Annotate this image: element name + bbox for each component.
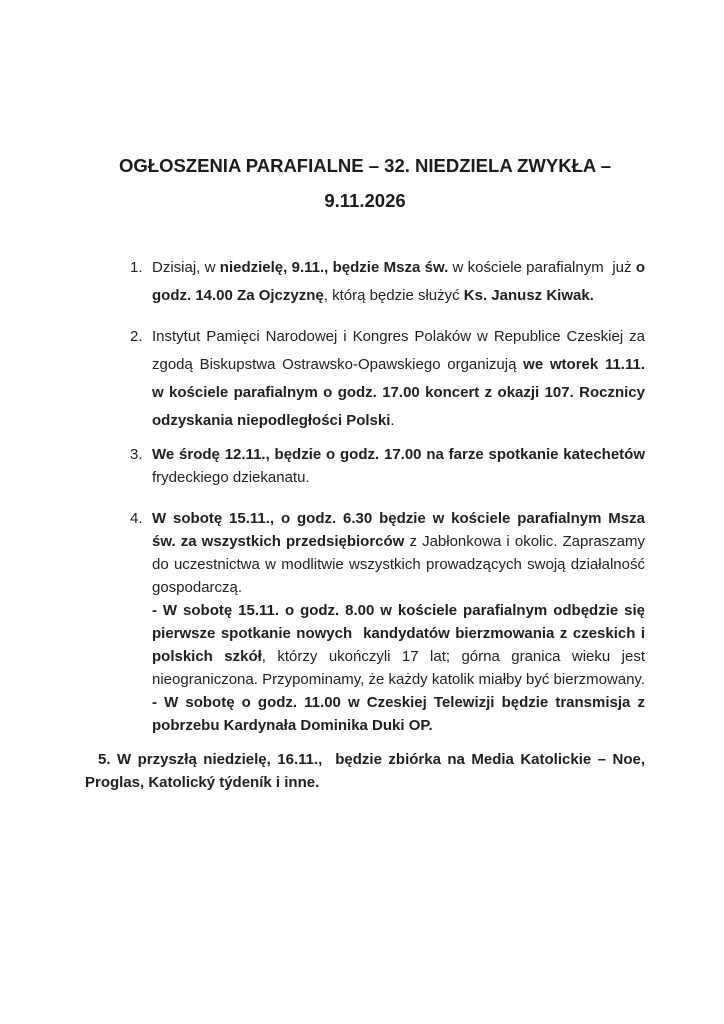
list-item-3	[85, 443, 645, 489]
announcement-list	[85, 254, 645, 794]
list-item-1	[85, 254, 645, 310]
list-item-4	[85, 507, 645, 737]
announcement-paragraph: - W sobotę 15.11. o godz. 8.00 w kościele parafialnym odbędzie się pierwsze spotkanie nowych kandydatów bierzmowania z czeskich i polskich szkół, którzy ukończyli 17 lat; górna granica wieku jest nieograniczona. Przypominamy, że każdy katolik miałby być bierzmowany.	[152, 602, 645, 688]
announcement-paragraph: - W sobotę o godz. 11.00 w Czeskiej Telewizji będzie transmisja z pobrzebu Kardynała Dominika Duki OP.	[152, 694, 645, 734]
page-title-line-1: OGŁOSZENIA PARAFIALNE – 32. NIEDZIELA ZWYKŁA –	[119, 155, 611, 176]
announcement-paragraph: We środę 12.11., będzie o godz. 17.00 na farze spotkanie katechetów frydeckiego dziekanatu.	[152, 446, 645, 486]
list-item-body	[152, 443, 645, 489]
announcement-paragraph: W sobotę 15.11., o godz. 6.30 będzie w kościele parafialnym Msza św. za wszystkich przedsiębiorców z Jabłonkowa i okolic. Zapraszamy do uczestnictwa w modlitwie wszystkich prowadzących swoją działalność gospodarczą.	[152, 510, 645, 596]
list-item-body	[152, 254, 645, 310]
page-title-line-2: 9.11.2026	[324, 190, 406, 211]
list-item-number: 2.	[130, 328, 143, 345]
list-item-number: 5.	[98, 751, 111, 768]
list-item-2	[85, 323, 645, 435]
list-item-number: 1.	[130, 259, 143, 276]
list-item-body	[152, 323, 645, 435]
page-title	[85, 148, 645, 218]
announcement-paragraph: Dzisiaj, w niedzielę, 9.11., będzie Msza św. w kościele parafialnym już o godz. 14.00 Za Ojczyznę, którą będzie służyć Ks. Janusz Kiwak.	[152, 259, 645, 304]
announcement-paragraph: Instytut Pamięci Narodowej i Kongres Polaków w Republice Czeskiej za zgodą Biskupstwa Ostrawsko-Opawskiego organizują we wtorek 11.11. w kościele parafialnym o godz. 17.00 koncert z okazji 107. Rocznicy odzyskania niepodległości Polski.	[152, 328, 645, 429]
announcement-paragraph: W przyszłą niedzielę, 16.11., będzie zbiórka na Media Katolickie – Noe, Proglas, Katolický týdeník i inne.	[85, 751, 645, 791]
list-item-body	[152, 507, 645, 737]
list-item-number: 4.	[130, 510, 143, 527]
list-item-number: 3.	[130, 446, 143, 463]
list-item-5	[85, 748, 645, 794]
